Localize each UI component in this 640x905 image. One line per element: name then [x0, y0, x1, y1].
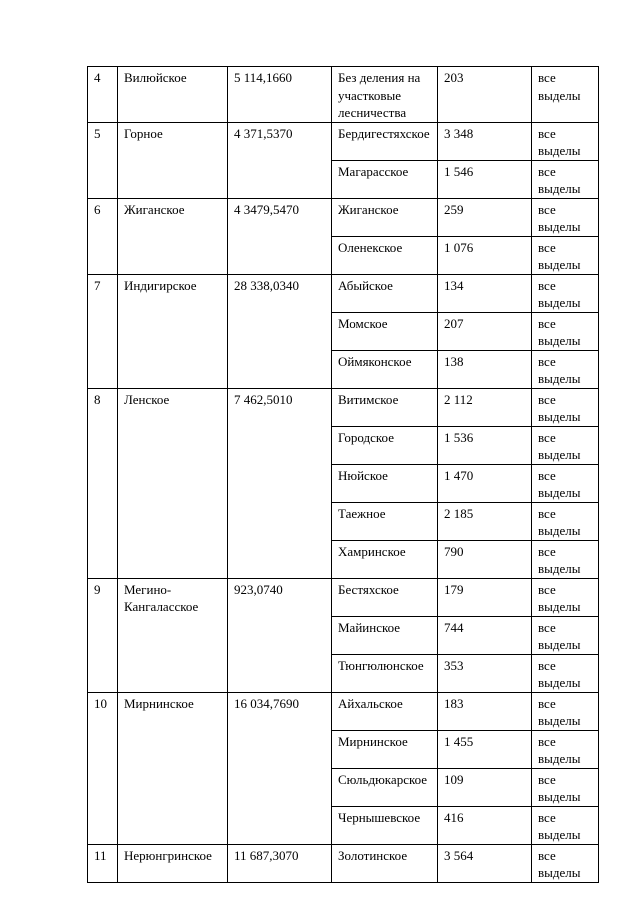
scope-cell: все выделы: [532, 806, 599, 844]
plot-count-cell: 109: [438, 768, 532, 806]
district-name-cell: Вилюйское: [118, 67, 228, 123]
plot-count-cell: 207: [438, 312, 532, 350]
district-number-cell: 9: [88, 578, 118, 692]
district-number-cell: 6: [88, 198, 118, 274]
district-area-cell: 4 3479,5470: [228, 198, 332, 274]
plot-count-cell: 1 470: [438, 464, 532, 502]
plot-count-cell: 3 348: [438, 122, 532, 160]
forestry-name-cell: Оленекское: [332, 236, 438, 274]
scope-cell: все выделы: [532, 616, 599, 654]
forestry-name-cell: Тюнгюлюнское: [332, 654, 438, 692]
scope-cell: все выделы: [532, 198, 599, 236]
forestry-table-body: [88, 67, 599, 883]
forestry-name-cell: Оймяконское: [332, 350, 438, 388]
scope-cell: все выделы: [532, 654, 599, 692]
scope-cell: все выделы: [532, 274, 599, 312]
district-number-cell: 5: [88, 122, 118, 198]
forestry-name-cell: Чернышевское: [332, 806, 438, 844]
scope-cell: все выделы: [532, 730, 599, 768]
district-number-cell: 11: [88, 844, 118, 882]
scope-cell: все выделы: [532, 540, 599, 578]
scope-cell: все выделы: [532, 388, 599, 426]
table-row: [88, 844, 599, 882]
forestry-table: [87, 66, 599, 883]
forestry-name-cell: Таежное: [332, 502, 438, 540]
district-number-cell: 8: [88, 388, 118, 578]
plot-count-cell: 259: [438, 198, 532, 236]
plot-count-cell: 3 564: [438, 844, 532, 882]
forestry-name-cell: Городское: [332, 426, 438, 464]
forestry-name-cell: Абыйское: [332, 274, 438, 312]
plot-count-cell: 138: [438, 350, 532, 388]
plot-count-cell: 134: [438, 274, 532, 312]
forestry-name-cell: Магарасское: [332, 160, 438, 198]
forestry-name-cell: Айхальское: [332, 692, 438, 730]
scope-cell: все выделы: [532, 844, 599, 882]
district-number-cell: 10: [88, 692, 118, 844]
plot-count-cell: 179: [438, 578, 532, 616]
forestry-name-cell: Бестяхское: [332, 578, 438, 616]
district-area-cell: 28 338,0340: [228, 274, 332, 388]
scope-cell: все выделы: [532, 502, 599, 540]
district-area-cell: 923,0740: [228, 578, 332, 692]
table-row: [88, 274, 599, 312]
forestry-name-cell: Мирнинское: [332, 730, 438, 768]
district-name-cell: Жиганское: [118, 198, 228, 274]
district-name-cell: Горное: [118, 122, 228, 198]
forestry-name-cell: Хамринское: [332, 540, 438, 578]
scope-cell: все выделы: [532, 122, 599, 160]
scope-cell: все выделы: [532, 578, 599, 616]
district-number-cell: 7: [88, 274, 118, 388]
plot-count-cell: 2 185: [438, 502, 532, 540]
district-name-cell: Нерюнгринское: [118, 844, 228, 882]
forestry-name-cell: Жиганское: [332, 198, 438, 236]
table-row: [88, 692, 599, 730]
district-area-cell: 5 114,1660: [228, 67, 332, 123]
plot-count-cell: 183: [438, 692, 532, 730]
forestry-name-cell: Без деления на участковые лесничества: [332, 67, 438, 123]
scope-cell: все выделы: [532, 426, 599, 464]
scope-cell: все выделы: [532, 67, 599, 123]
forestry-name-cell: Витимское: [332, 388, 438, 426]
forestry-name-cell: Момское: [332, 312, 438, 350]
table-row: [88, 122, 599, 160]
plot-count-cell: 1 546: [438, 160, 532, 198]
table-row: [88, 388, 599, 426]
scope-cell: все выделы: [532, 160, 599, 198]
district-number-cell: 4: [88, 67, 118, 123]
district-area-cell: 4 371,5370: [228, 122, 332, 198]
plot-count-cell: 1 076: [438, 236, 532, 274]
plot-count-cell: 790: [438, 540, 532, 578]
plot-count-cell: 353: [438, 654, 532, 692]
scope-cell: все выделы: [532, 768, 599, 806]
table-row: [88, 67, 599, 123]
scope-cell: все выделы: [532, 692, 599, 730]
district-name-cell: Ленское: [118, 388, 228, 578]
district-area-cell: 11 687,3070: [228, 844, 332, 882]
forestry-name-cell: Майинское: [332, 616, 438, 654]
table-row: [88, 578, 599, 616]
plot-count-cell: 416: [438, 806, 532, 844]
district-area-cell: 16 034,7690: [228, 692, 332, 844]
scope-cell: все выделы: [532, 350, 599, 388]
plot-count-cell: 2 112: [438, 388, 532, 426]
scope-cell: все выделы: [532, 312, 599, 350]
scope-cell: все выделы: [532, 236, 599, 274]
plot-count-cell: 1 536: [438, 426, 532, 464]
district-area-cell: 7 462,5010: [228, 388, 332, 578]
plot-count-cell: 1 455: [438, 730, 532, 768]
district-name-cell: Индигирское: [118, 274, 228, 388]
district-name-cell: Мегино-Кангаласское: [118, 578, 228, 692]
plot-count-cell: 203: [438, 67, 532, 123]
scope-cell: все выделы: [532, 464, 599, 502]
district-name-cell: Мирнинское: [118, 692, 228, 844]
forestry-name-cell: Бердигестяхское: [332, 122, 438, 160]
forestry-name-cell: Сюльдюкарское: [332, 768, 438, 806]
forestry-name-cell: Золотинское: [332, 844, 438, 882]
forestry-name-cell: Нюйское: [332, 464, 438, 502]
table-row: [88, 198, 599, 236]
plot-count-cell: 744: [438, 616, 532, 654]
